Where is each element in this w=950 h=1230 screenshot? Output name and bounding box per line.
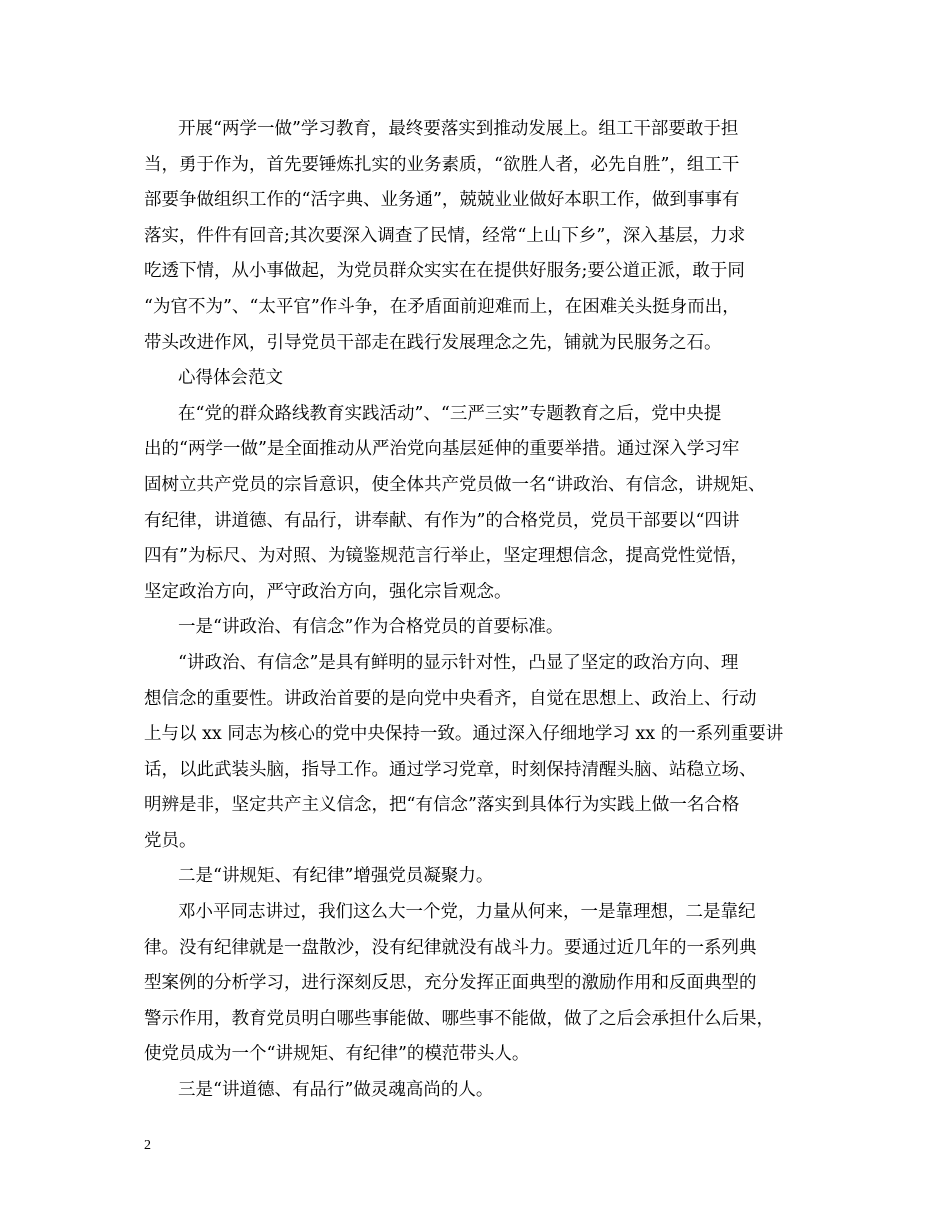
text-line: 使党员成为一个“讲规矩、有纪律”的模范带头人。 [144,1044,530,1065]
text-line: 开展“两学一做”学习教育，最终要落实到推动发展上。组工干部要敢于担 [178,119,739,139]
text-line: 固树立共产党员的宗旨意识，使全体共产党员做一名“讲政治、有信念，讲规矩、 [144,474,766,495]
text-line: 出的“两学一做”是全面推动从严治党向基层延伸的重要举措。通过深入学习牢 [144,439,740,460]
text-line: 党员。 [144,830,197,851]
text-line: “为官不为”、“太平官”作斗争，在矛盾面前迎难而上，在困难关头挺身而出， [144,296,740,317]
text-line: 明辨是非，坚定共产主义信念，把“有信念”落实到具体行为实践上做一名合格 [144,795,740,816]
page-number: 2 [144,1138,151,1153]
text-line: 在“党的群众路线教育实践活动”、“三严三实”专题教育之后，党中央提 [178,403,722,424]
text-line: 想信念的重要性。讲政治首要的是向党中央看齐，自觉在思想上、政治上、行动 [144,688,757,709]
text-line: 一是“讲政治、有信念”作为合格党员的首要标准。 [178,617,564,638]
text-line: 型案例的分析学习，进行深刻反思，充分发挥正面典型的激励作用和反面典型的 [144,973,757,994]
text-line: 邓小平同志讲过，我们这么大一个党，力量从何来，一是靠理想，二是靠纪 [178,902,756,923]
text-line: 警示作用，教育党员明白哪些事能做、哪些事不能做，做了之后会承担什么后果， [144,1008,774,1029]
text-line: 四有”为标尺、为对照、为镜鉴规范言行举止，坚定理想信念，提高党性觉悟， [144,546,748,567]
text-line: 落实，件件有回音;其次要深入调查了民情，经常“上山下乡”，深入基层，力求 [144,225,746,246]
document-body [144,112,834,1109]
text-line: 律。没有纪律就是一盘散沙，没有纪律就没有战斗力。要通过近几年的一系列典 [144,937,757,958]
text-line: 带头改进作风，引导党员干部走在践行发展理念之先，铺就为民服务之石。 [144,332,722,353]
text-line: 三是“讲道德、有品行”做灵魂高尚的人。 [178,1080,494,1101]
text-line: 心得体会范文 [178,368,283,389]
text-line: 有纪律，讲道德、有品行，讲奉献、有作为”的合格党员，党员干部要以“四讲 [144,510,740,531]
text-line: 当，勇于作为，首先要锤炼扎实的业务素质，“欲胜人者，必先自胜”，组工干 [144,154,740,175]
text-line: 部要争做组织工作的“活字典、业务通”，兢兢业业做好本职工作，做到事事有 [144,190,740,211]
text-line: 上与以 xx 同志为核心的党中央保持一致。通过深入仔细地学习 xx 的一系列重要讲 [144,724,784,745]
text-line: 坚定政治方向，严守政治方向，强化宗旨观念。 [144,581,512,602]
text-line: 二是“讲规矩、有纪律”增强党员凝聚力。 [178,866,494,887]
text-line: 吃透下情，从小事做起，为党员群众实实在在提供好服务;要公道正派，敢于同 [144,261,745,282]
text-line: 话，以此武装头脑，指导工作。通过学习党章，时刻保持清醒头脑、站稳立场、 [144,759,757,780]
text-line: “讲政治、有信念”是具有鲜明的显示针对性，凸显了坚定的政治方向、理 [178,652,739,673]
